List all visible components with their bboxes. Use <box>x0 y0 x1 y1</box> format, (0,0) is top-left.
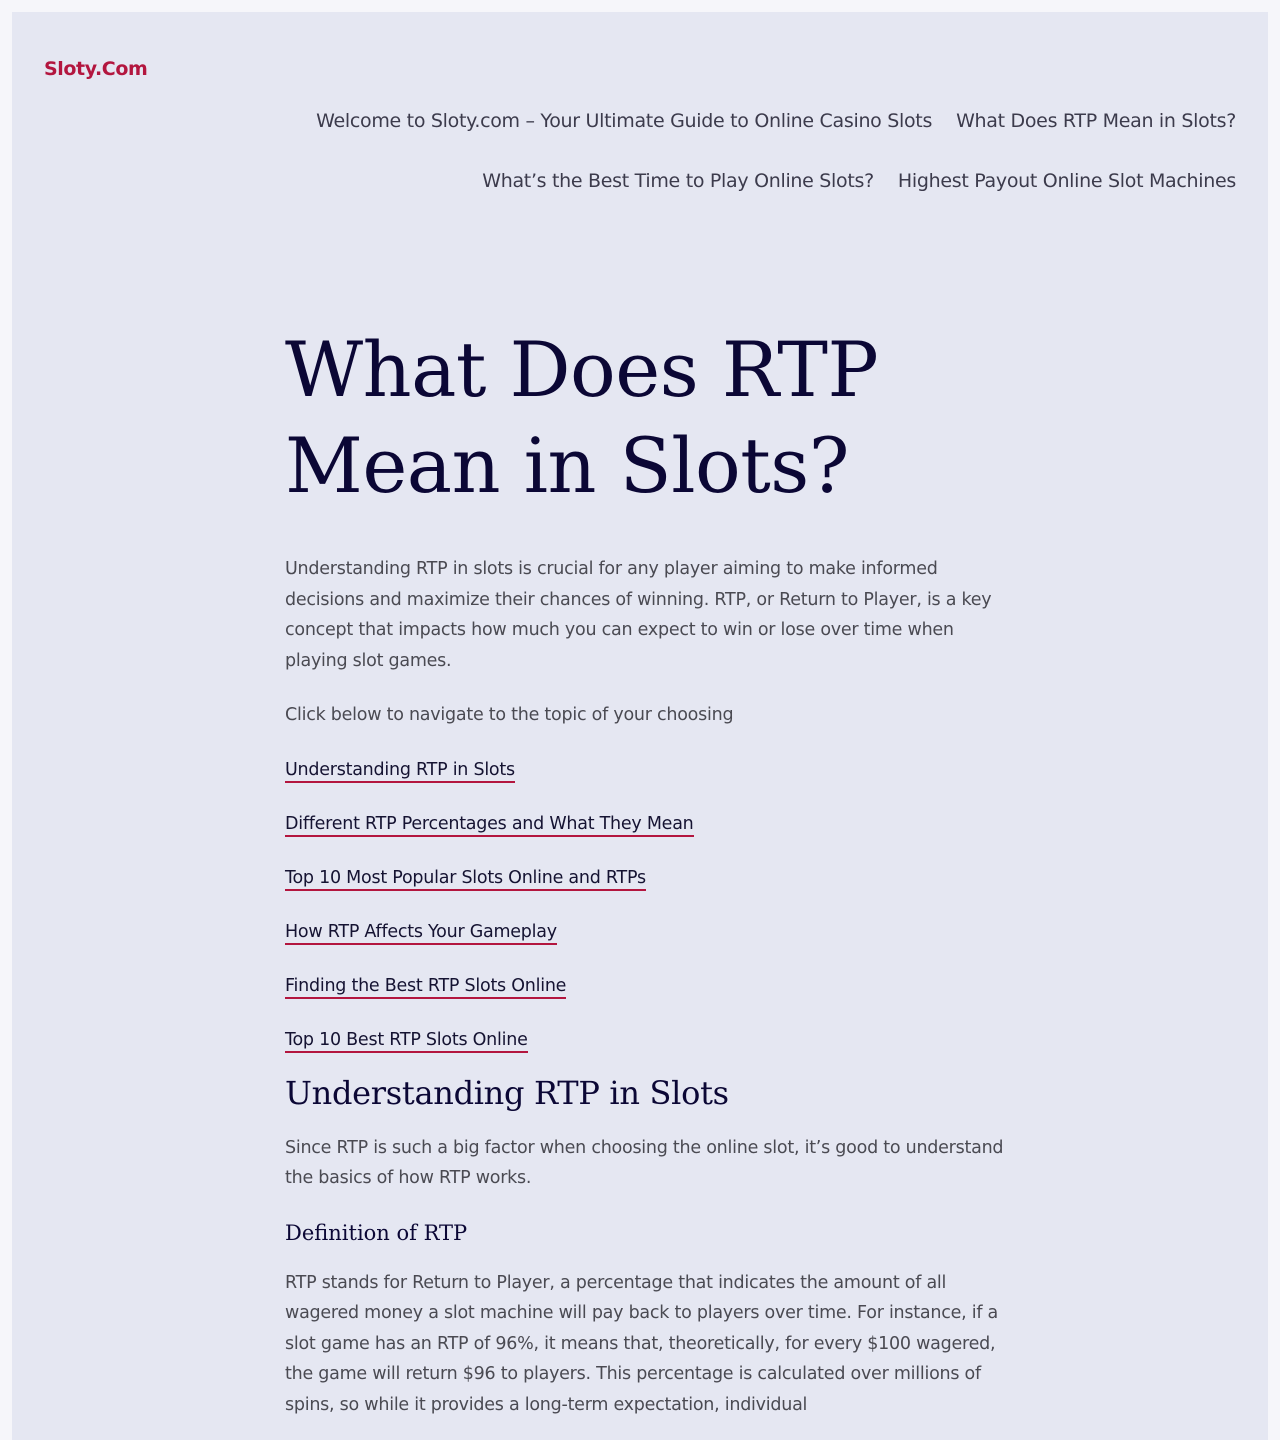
nav-link-welcome[interactable]: Welcome to Sloty.com – Your Ultimate Guide to Online Casino Slots <box>316 110 933 132</box>
nav-item <box>316 108 932 134</box>
toc-link-popular-slots[interactable]: Top 10 Most Popular Slots Online and RTPs <box>285 868 646 891</box>
page-title: What Does RTP Mean in Slots? <box>285 325 879 510</box>
toc-item <box>285 1025 1005 1055</box>
toc-prompt: Click below to navigate to the topic of your choosing <box>285 705 734 725</box>
definition-paragraph: RTP stands for Return to Player, a percentage that indicates the amount of all wagered money a slot machine will pay back to players over time. For instance, if a slot game has an RTP of 96%, it means that, theoretically, for every $100 wagered, the game will return $96 to players. This percentage is calculated over millions of spins, so while it provides a long-term expectation, individual <box>285 1272 999 1415</box>
toc-link-finding-best-rtp[interactable]: Finding the Best RTP Slots Online <box>285 976 566 999</box>
section-intro-paragraph: Since RTP is such a big factor when choosing the online slot, it’s good to understand the basics of how RTP works. <box>285 1137 1004 1188</box>
toc-link-understanding-rtp[interactable]: Understanding RTP in Slots <box>285 760 515 783</box>
intro-paragraph: Understanding RTP in slots is crucial for any player aiming to make informed decisions and maximize their chances of winning. RTP, or Return to Player, is a key concept that impacts how much you can expect to win or lose over time when playing slot games. <box>285 559 992 671</box>
page-frame <box>12 12 1268 1440</box>
toc-link-rtp-percentages[interactable]: Different RTP Percentages and What They Mean <box>285 814 694 837</box>
toc-link-rtp-gameplay[interactable]: How RTP Affects Your Gameplay <box>285 922 557 945</box>
toc-item <box>285 809 1005 839</box>
nav-item <box>956 108 1236 134</box>
subsection-heading: Definition of RTP <box>285 1220 468 1245</box>
primary-navigation <box>236 108 1236 194</box>
nav-link-rtp[interactable]: What Does RTP Mean in Slots? <box>956 110 1236 132</box>
toc-item <box>285 971 1005 1001</box>
toc-item <box>285 917 1005 947</box>
toc-link-best-rtp-slots[interactable]: Top 10 Best RTP Slots Online <box>285 1030 528 1053</box>
toc-item <box>285 863 1005 893</box>
article-content <box>285 322 1005 1440</box>
toc-item <box>285 755 1005 785</box>
nav-link-highest-payout[interactable]: Highest Payout Online Slot Machines <box>897 170 1236 192</box>
nav-link-best-time[interactable]: What’s the Best Time to Play Online Slots? <box>482 170 874 192</box>
section-heading: Understanding RTP in Slots <box>285 1073 729 1112</box>
table-of-contents <box>285 755 1005 1055</box>
site-logo-link[interactable]: Sloty.Com <box>44 58 148 80</box>
nav-item <box>482 168 874 194</box>
nav-item <box>898 168 1236 194</box>
